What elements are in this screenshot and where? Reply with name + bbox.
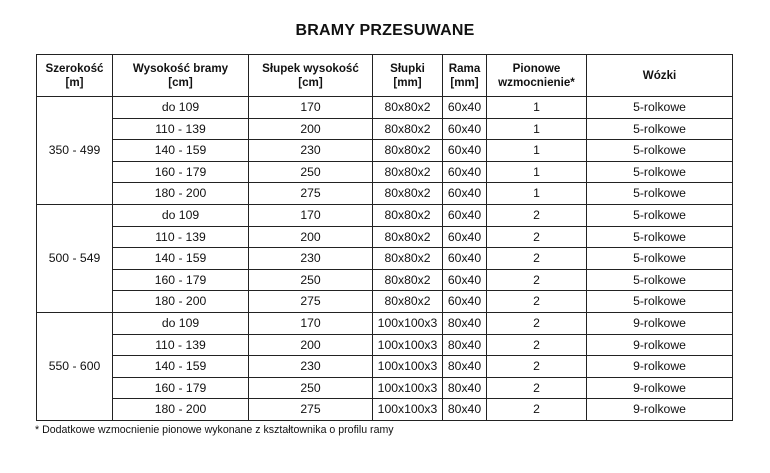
header-frame [443, 55, 487, 97]
cell-post-height: 230 [249, 248, 373, 270]
cell-posts: 100x100x3 [373, 334, 443, 356]
cell-trolleys: 5-rolkowe [587, 226, 733, 248]
cell-gate-height: 140 - 159 [113, 140, 249, 162]
cell-frame: 60x40 [443, 269, 487, 291]
header-post-height [249, 55, 373, 97]
cell-post-height: 230 [249, 140, 373, 162]
header-frame-line: [mm] [450, 75, 479, 89]
cell-reinforcement: 1 [487, 161, 587, 183]
header-reinforcement-line: Pionowe [512, 61, 561, 75]
cell-frame: 60x40 [443, 161, 487, 183]
cell-reinforcement: 2 [487, 204, 587, 226]
cell-reinforcement: 2 [487, 334, 587, 356]
cell-trolleys: 5-rolkowe [587, 118, 733, 140]
cell-reinforcement: 2 [487, 248, 587, 270]
cell-gate-height: 180 - 200 [113, 183, 249, 205]
cell-reinforcement: 2 [487, 356, 587, 378]
cell-post-height: 275 [249, 399, 373, 421]
cell-gate-height: 180 - 200 [113, 291, 249, 313]
table-row [37, 334, 733, 356]
cell-frame: 60x40 [443, 291, 487, 313]
cell-gate-height: 140 - 159 [113, 248, 249, 270]
cell-posts: 80x80x2 [373, 291, 443, 313]
header-reinforcement-line: wzmocnienie* [498, 75, 575, 89]
header-reinforcement [487, 55, 587, 97]
cell-post-height: 170 [249, 312, 373, 334]
table-row [37, 161, 733, 183]
header-width-line: Szerokość [45, 61, 104, 75]
table-row [37, 118, 733, 140]
table-row [37, 399, 733, 421]
cell-posts: 80x80x2 [373, 118, 443, 140]
cell-post-height: 200 [249, 334, 373, 356]
cell-post-height: 200 [249, 226, 373, 248]
table-row [37, 312, 733, 334]
cell-posts: 80x80x2 [373, 140, 443, 162]
table-row [37, 140, 733, 162]
table-row [37, 183, 733, 205]
cell-gate-height: do 109 [113, 97, 249, 119]
cell-reinforcement: 1 [487, 97, 587, 119]
cell-trolleys: 5-rolkowe [587, 291, 733, 313]
cell-trolleys: 5-rolkowe [587, 161, 733, 183]
cell-trolleys: 9-rolkowe [587, 399, 733, 421]
cell-frame: 60x40 [443, 204, 487, 226]
cell-trolleys: 5-rolkowe [587, 183, 733, 205]
cell-trolleys: 5-rolkowe [587, 269, 733, 291]
cell-width-group: 350 - 499 [37, 97, 113, 205]
cell-width-group: 550 - 600 [37, 312, 113, 420]
cell-trolleys: 5-rolkowe [587, 97, 733, 119]
header-gate-height [113, 55, 249, 97]
cell-trolleys: 5-rolkowe [587, 248, 733, 270]
header-frame-line: Rama [448, 61, 481, 75]
cell-posts: 80x80x2 [373, 226, 443, 248]
cell-gate-height: 160 - 179 [113, 269, 249, 291]
cell-posts: 80x80x2 [373, 97, 443, 119]
cell-frame: 60x40 [443, 226, 487, 248]
cell-frame: 60x40 [443, 248, 487, 270]
cell-posts: 100x100x3 [373, 356, 443, 378]
cell-frame: 80x40 [443, 356, 487, 378]
header-posts-line: [mm] [393, 75, 422, 89]
table-row [37, 377, 733, 399]
cell-posts: 100x100x3 [373, 312, 443, 334]
cell-posts: 100x100x3 [373, 399, 443, 421]
cell-reinforcement: 2 [487, 269, 587, 291]
footnote: * Dodatkowe wzmocnienie pionowe wykonane z kształtownika o profilu ramy [35, 424, 394, 436]
table-header-row [37, 55, 733, 97]
cell-reinforcement: 2 [487, 377, 587, 399]
cell-frame: 60x40 [443, 140, 487, 162]
header-posts [373, 55, 443, 97]
table-row [37, 248, 733, 270]
cell-gate-height: 160 - 179 [113, 377, 249, 399]
table-row [37, 204, 733, 226]
cell-reinforcement: 2 [487, 399, 587, 421]
cell-post-height: 250 [249, 269, 373, 291]
cell-post-height: 250 [249, 161, 373, 183]
cell-gate-height: 180 - 200 [113, 399, 249, 421]
cell-gate-height: do 109 [113, 312, 249, 334]
header-width-line: [m] [65, 75, 84, 89]
cell-reinforcement: 1 [487, 118, 587, 140]
cell-post-height: 200 [249, 118, 373, 140]
cell-reinforcement: 1 [487, 183, 587, 205]
cell-frame: 80x40 [443, 399, 487, 421]
cell-trolleys: 9-rolkowe [587, 377, 733, 399]
cell-posts: 80x80x2 [373, 248, 443, 270]
cell-gate-height: 110 - 139 [113, 334, 249, 356]
header-post-height-line: Słupek wysokość [262, 61, 359, 75]
cell-frame: 60x40 [443, 183, 487, 205]
header-trolleys-line: Wózki [642, 68, 677, 82]
cell-frame: 60x40 [443, 97, 487, 119]
cell-frame: 80x40 [443, 312, 487, 334]
cell-post-height: 170 [249, 204, 373, 226]
header-gate-height-line: Wysokość bramy [132, 61, 229, 75]
cell-reinforcement: 2 [487, 291, 587, 313]
table-row [37, 97, 733, 119]
cell-gate-height: 110 - 139 [113, 118, 249, 140]
cell-post-height: 250 [249, 377, 373, 399]
cell-post-height: 275 [249, 291, 373, 313]
cell-trolleys: 9-rolkowe [587, 356, 733, 378]
cell-posts: 80x80x2 [373, 204, 443, 226]
cell-post-height: 275 [249, 183, 373, 205]
header-posts-line: Słupki [390, 61, 425, 75]
cell-trolleys: 5-rolkowe [587, 204, 733, 226]
gates-spec-table [36, 54, 733, 421]
cell-gate-height: 110 - 139 [113, 226, 249, 248]
cell-frame: 80x40 [443, 377, 487, 399]
cell-reinforcement: 2 [487, 226, 587, 248]
cell-trolleys: 9-rolkowe [587, 334, 733, 356]
cell-gate-height: 140 - 159 [113, 356, 249, 378]
cell-gate-height: do 109 [113, 204, 249, 226]
table-row [37, 291, 733, 313]
cell-posts: 80x80x2 [373, 161, 443, 183]
header-trolleys [587, 55, 733, 97]
cell-posts: 100x100x3 [373, 377, 443, 399]
cell-reinforcement: 2 [487, 312, 587, 334]
table-body [37, 97, 733, 421]
cell-posts: 80x80x2 [373, 183, 443, 205]
cell-trolleys: 9-rolkowe [587, 312, 733, 334]
cell-gate-height: 160 - 179 [113, 161, 249, 183]
table-row [37, 269, 733, 291]
cell-post-height: 230 [249, 356, 373, 378]
cell-width-group: 500 - 549 [37, 204, 113, 312]
table-row [37, 356, 733, 378]
cell-posts: 80x80x2 [373, 269, 443, 291]
table-row [37, 226, 733, 248]
cell-trolleys: 5-rolkowe [587, 140, 733, 162]
cell-post-height: 170 [249, 97, 373, 119]
header-width [37, 55, 113, 97]
header-post-height-line: [cm] [298, 75, 323, 89]
header-gate-height-line: [cm] [168, 75, 193, 89]
cell-frame: 80x40 [443, 334, 487, 356]
page-title: BRAMY PRZESUWANE [295, 22, 475, 39]
cell-reinforcement: 1 [487, 140, 587, 162]
cell-frame: 60x40 [443, 118, 487, 140]
